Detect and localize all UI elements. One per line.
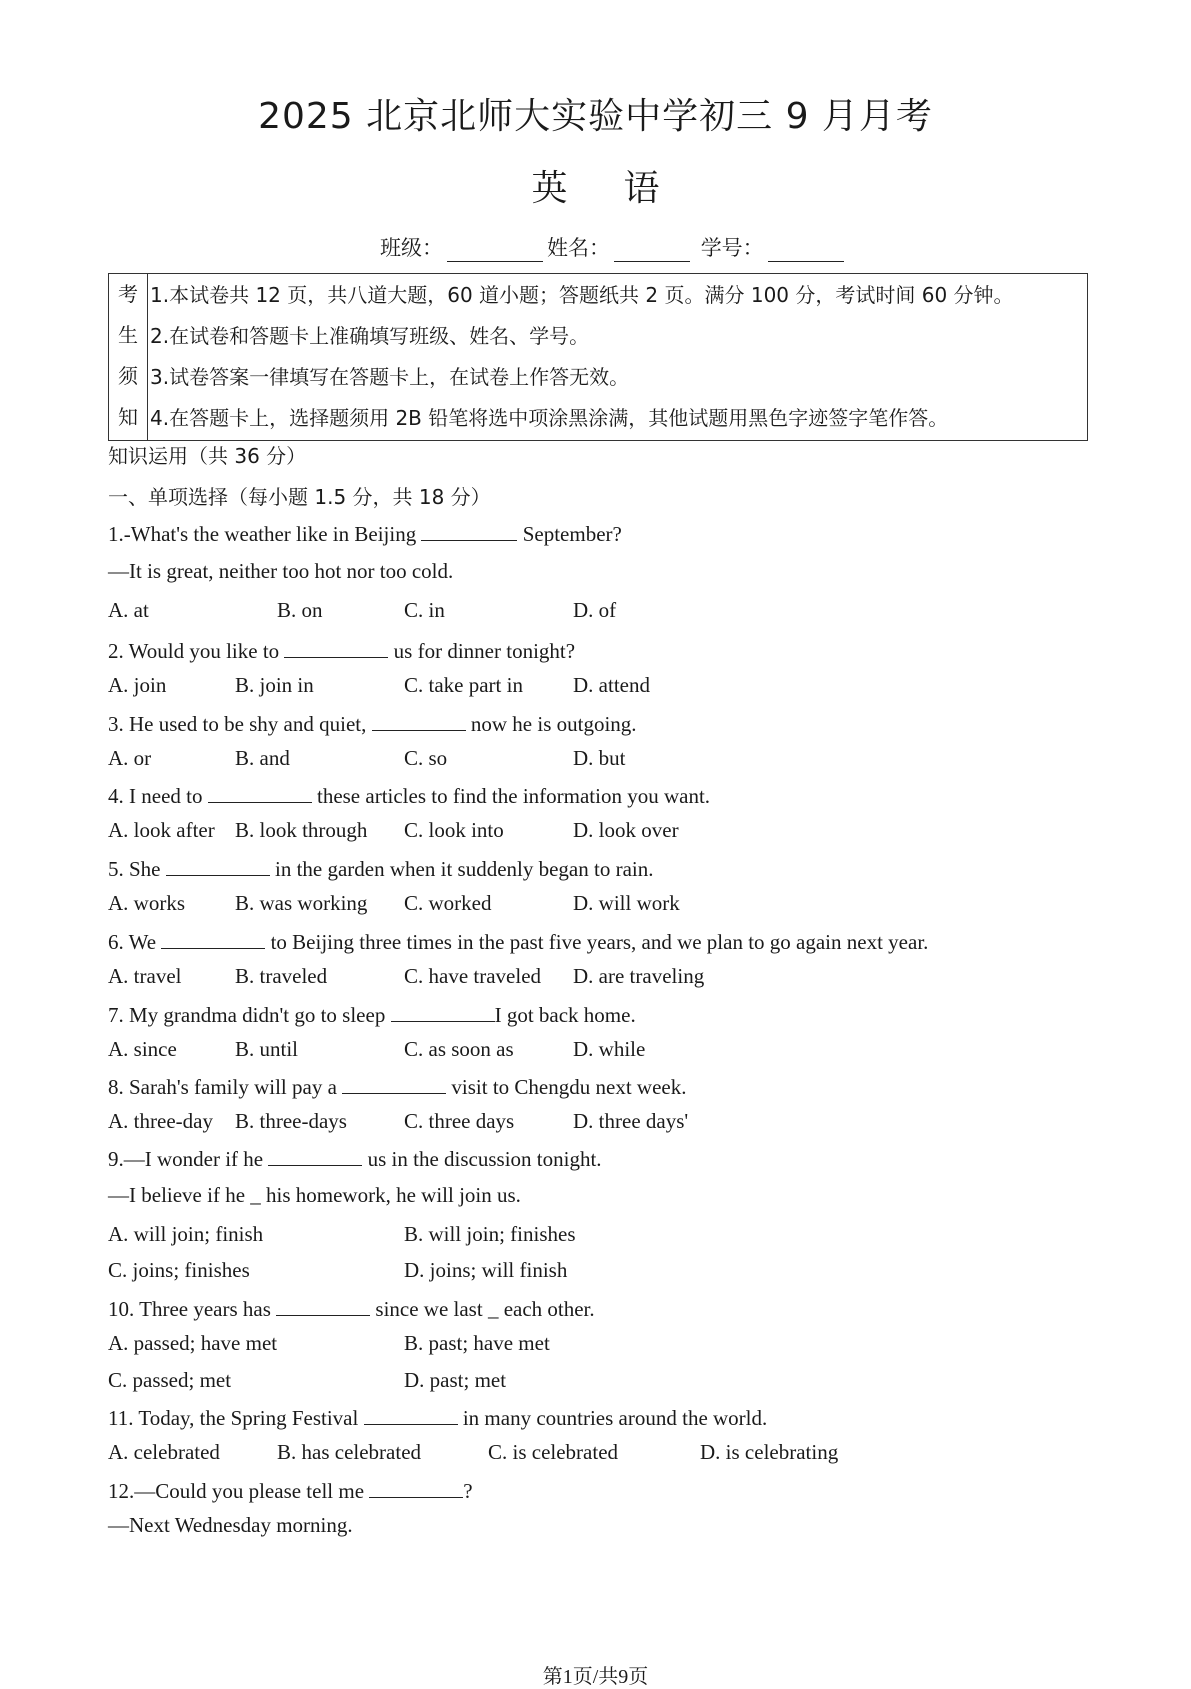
option-c[interactable]: C. is celebrated	[488, 1440, 619, 1464]
option-a[interactable]: A. at	[108, 598, 149, 622]
notice-line: 2.在试卷和答题卡上准确填写班级、姓名、学号。	[150, 324, 590, 348]
option-d[interactable]: D. of	[573, 598, 617, 622]
notice-line: 1.本试卷共 12 页，共八道大题，60 道小题；答题纸共 2 页。满分 100 分，考试时间 60 分钟。	[150, 283, 1014, 307]
option-a[interactable]: A. passed; have met	[108, 1331, 278, 1355]
option-d[interactable]: D. are traveling	[573, 964, 705, 988]
class-label: 班级：	[380, 236, 443, 260]
exam-title: 2025 北京北师大实验中学初三 9 月月考	[258, 96, 933, 137]
option-d[interactable]: D. past; met	[404, 1368, 507, 1392]
id-blank[interactable]	[768, 239, 844, 262]
answer-blank[interactable]	[284, 637, 388, 658]
question-line: —I believe if he _ his homework, he will join us.	[108, 1183, 521, 1207]
option-b[interactable]: B. was working	[235, 891, 368, 915]
student-info-line	[380, 232, 848, 262]
option-b[interactable]: B. join in	[235, 673, 314, 697]
question-line: —Next Wednesday morning.	[108, 1513, 353, 1537]
option-a[interactable]: A. travel	[108, 964, 182, 988]
section-heading: 一、单项选择（每小题 1.5 分，共 18 分）	[108, 485, 491, 509]
answer-blank[interactable]	[421, 520, 517, 541]
part-title: 知识运用（共 36 分）	[108, 444, 307, 468]
option-b[interactable]: B. past; have met	[404, 1331, 550, 1355]
answer-blank[interactable]	[364, 1404, 458, 1425]
question-stem: 12.—Could you please tell me ?	[108, 1479, 473, 1503]
question-stem: 1.-What's the weather like in Beijing September?	[108, 522, 622, 546]
question-stem: 7. My grandma didn't go to sleep I got back home.	[108, 1003, 636, 1027]
answer-blank[interactable]	[166, 855, 270, 876]
subject-title: 英语	[531, 168, 716, 209]
option-c[interactable]: C. as soon as	[404, 1037, 514, 1061]
option-d[interactable]: D. but	[573, 746, 626, 770]
option-b[interactable]: B. on	[277, 598, 323, 622]
question-stem: 3. He used to be shy and quiet, now he is outgoing.	[108, 712, 637, 736]
option-d[interactable]: D. while	[573, 1037, 646, 1061]
answer-blank[interactable]	[391, 1001, 495, 1022]
option-b[interactable]: B. will join; finishes	[404, 1222, 576, 1246]
question-stem: 2. Would you like to us for dinner tonight?	[108, 639, 576, 663]
answer-blank[interactable]	[369, 1477, 463, 1498]
answer-blank[interactable]	[268, 1145, 362, 1166]
question-stem: 6. We to Beijing three times in the past five years, and we plan to go again next year.	[108, 930, 929, 954]
question-stem: 4. I need to these articles to find the information you want.	[108, 784, 711, 808]
option-c[interactable]: C. worked	[404, 891, 492, 915]
name-blank[interactable]	[614, 239, 690, 262]
option-d[interactable]: D. will work	[573, 891, 680, 915]
notice-label	[109, 274, 148, 441]
notice-body	[148, 274, 1088, 441]
answer-blank[interactable]	[276, 1295, 370, 1316]
option-b[interactable]: B. traveled	[235, 964, 328, 988]
option-b[interactable]: B. look through	[235, 818, 368, 842]
question-stem: 9.—I wonder if he us in the discussion tonight.	[108, 1147, 602, 1171]
option-a[interactable]: A. join	[108, 673, 167, 697]
option-d[interactable]: D. is celebrating	[700, 1440, 839, 1464]
option-a[interactable]: A. since	[108, 1037, 177, 1061]
option-b[interactable]: B. three-days	[235, 1109, 347, 1133]
option-d[interactable]: D. attend	[573, 673, 650, 697]
answer-blank[interactable]	[161, 928, 265, 949]
option-c[interactable]: C. three days	[404, 1109, 515, 1133]
option-b[interactable]: B. and	[235, 746, 290, 770]
option-b[interactable]: B. has celebrated	[277, 1440, 422, 1464]
question-stem: 8. Sarah's family will pay a visit to Chengdu next week.	[108, 1075, 687, 1099]
notice-label-char: 考	[118, 282, 138, 306]
page-number: 第1页/共9页	[542, 1666, 649, 1688]
answer-blank[interactable]	[342, 1073, 446, 1094]
option-d[interactable]: D. three days'	[573, 1109, 689, 1133]
option-c[interactable]: C. take part in	[404, 673, 523, 697]
question-stem: 10. Three years has since we last _ each other.	[108, 1297, 595, 1321]
option-d[interactable]: D. joins; will finish	[404, 1258, 568, 1282]
notice-line: 4.在答题卡上，选择题须用 2B 铅笔将选中项涂黑涂满，其他试题用黑色字迹签字笔作答。	[150, 406, 949, 430]
notice-label-char: 须	[118, 364, 138, 388]
option-a[interactable]: A. three-day	[108, 1109, 213, 1133]
option-d[interactable]: D. look over	[573, 818, 679, 842]
option-c[interactable]: C. look into	[404, 818, 504, 842]
name-label: 姓名：	[547, 236, 610, 260]
option-c[interactable]: C. joins; finishes	[108, 1258, 250, 1282]
notice-label-char: 生	[118, 323, 138, 347]
question-stem: 11. Today, the Spring Festival in many countries around the world.	[108, 1406, 768, 1430]
option-a[interactable]: A. will join; finish	[108, 1222, 264, 1246]
option-c[interactable]: C. have traveled	[404, 964, 542, 988]
notice-line: 3.试卷答案一律填写在答题卡上，在试卷上作答无效。	[150, 365, 630, 389]
id-label: 学号：	[700, 236, 764, 260]
exam-notice-table	[108, 273, 1088, 441]
notice-label-char: 知	[118, 405, 138, 429]
question-stem: 5. She in the garden when it suddenly began to rain.	[108, 857, 654, 881]
question-line: —It is great, neither too hot nor too cold.	[108, 559, 454, 583]
answer-blank[interactable]	[208, 782, 312, 803]
option-c[interactable]: C. passed; met	[108, 1368, 232, 1392]
option-a[interactable]: A. or	[108, 746, 152, 770]
option-c[interactable]: C. in	[404, 598, 445, 622]
option-a[interactable]: A. celebrated	[108, 1440, 220, 1464]
option-a[interactable]: A. look after	[108, 818, 215, 842]
option-b[interactable]: B. until	[235, 1037, 299, 1061]
option-c[interactable]: C. so	[404, 746, 448, 770]
option-a[interactable]: A. works	[108, 891, 185, 915]
class-blank[interactable]	[447, 239, 543, 262]
answer-blank[interactable]	[372, 710, 466, 731]
